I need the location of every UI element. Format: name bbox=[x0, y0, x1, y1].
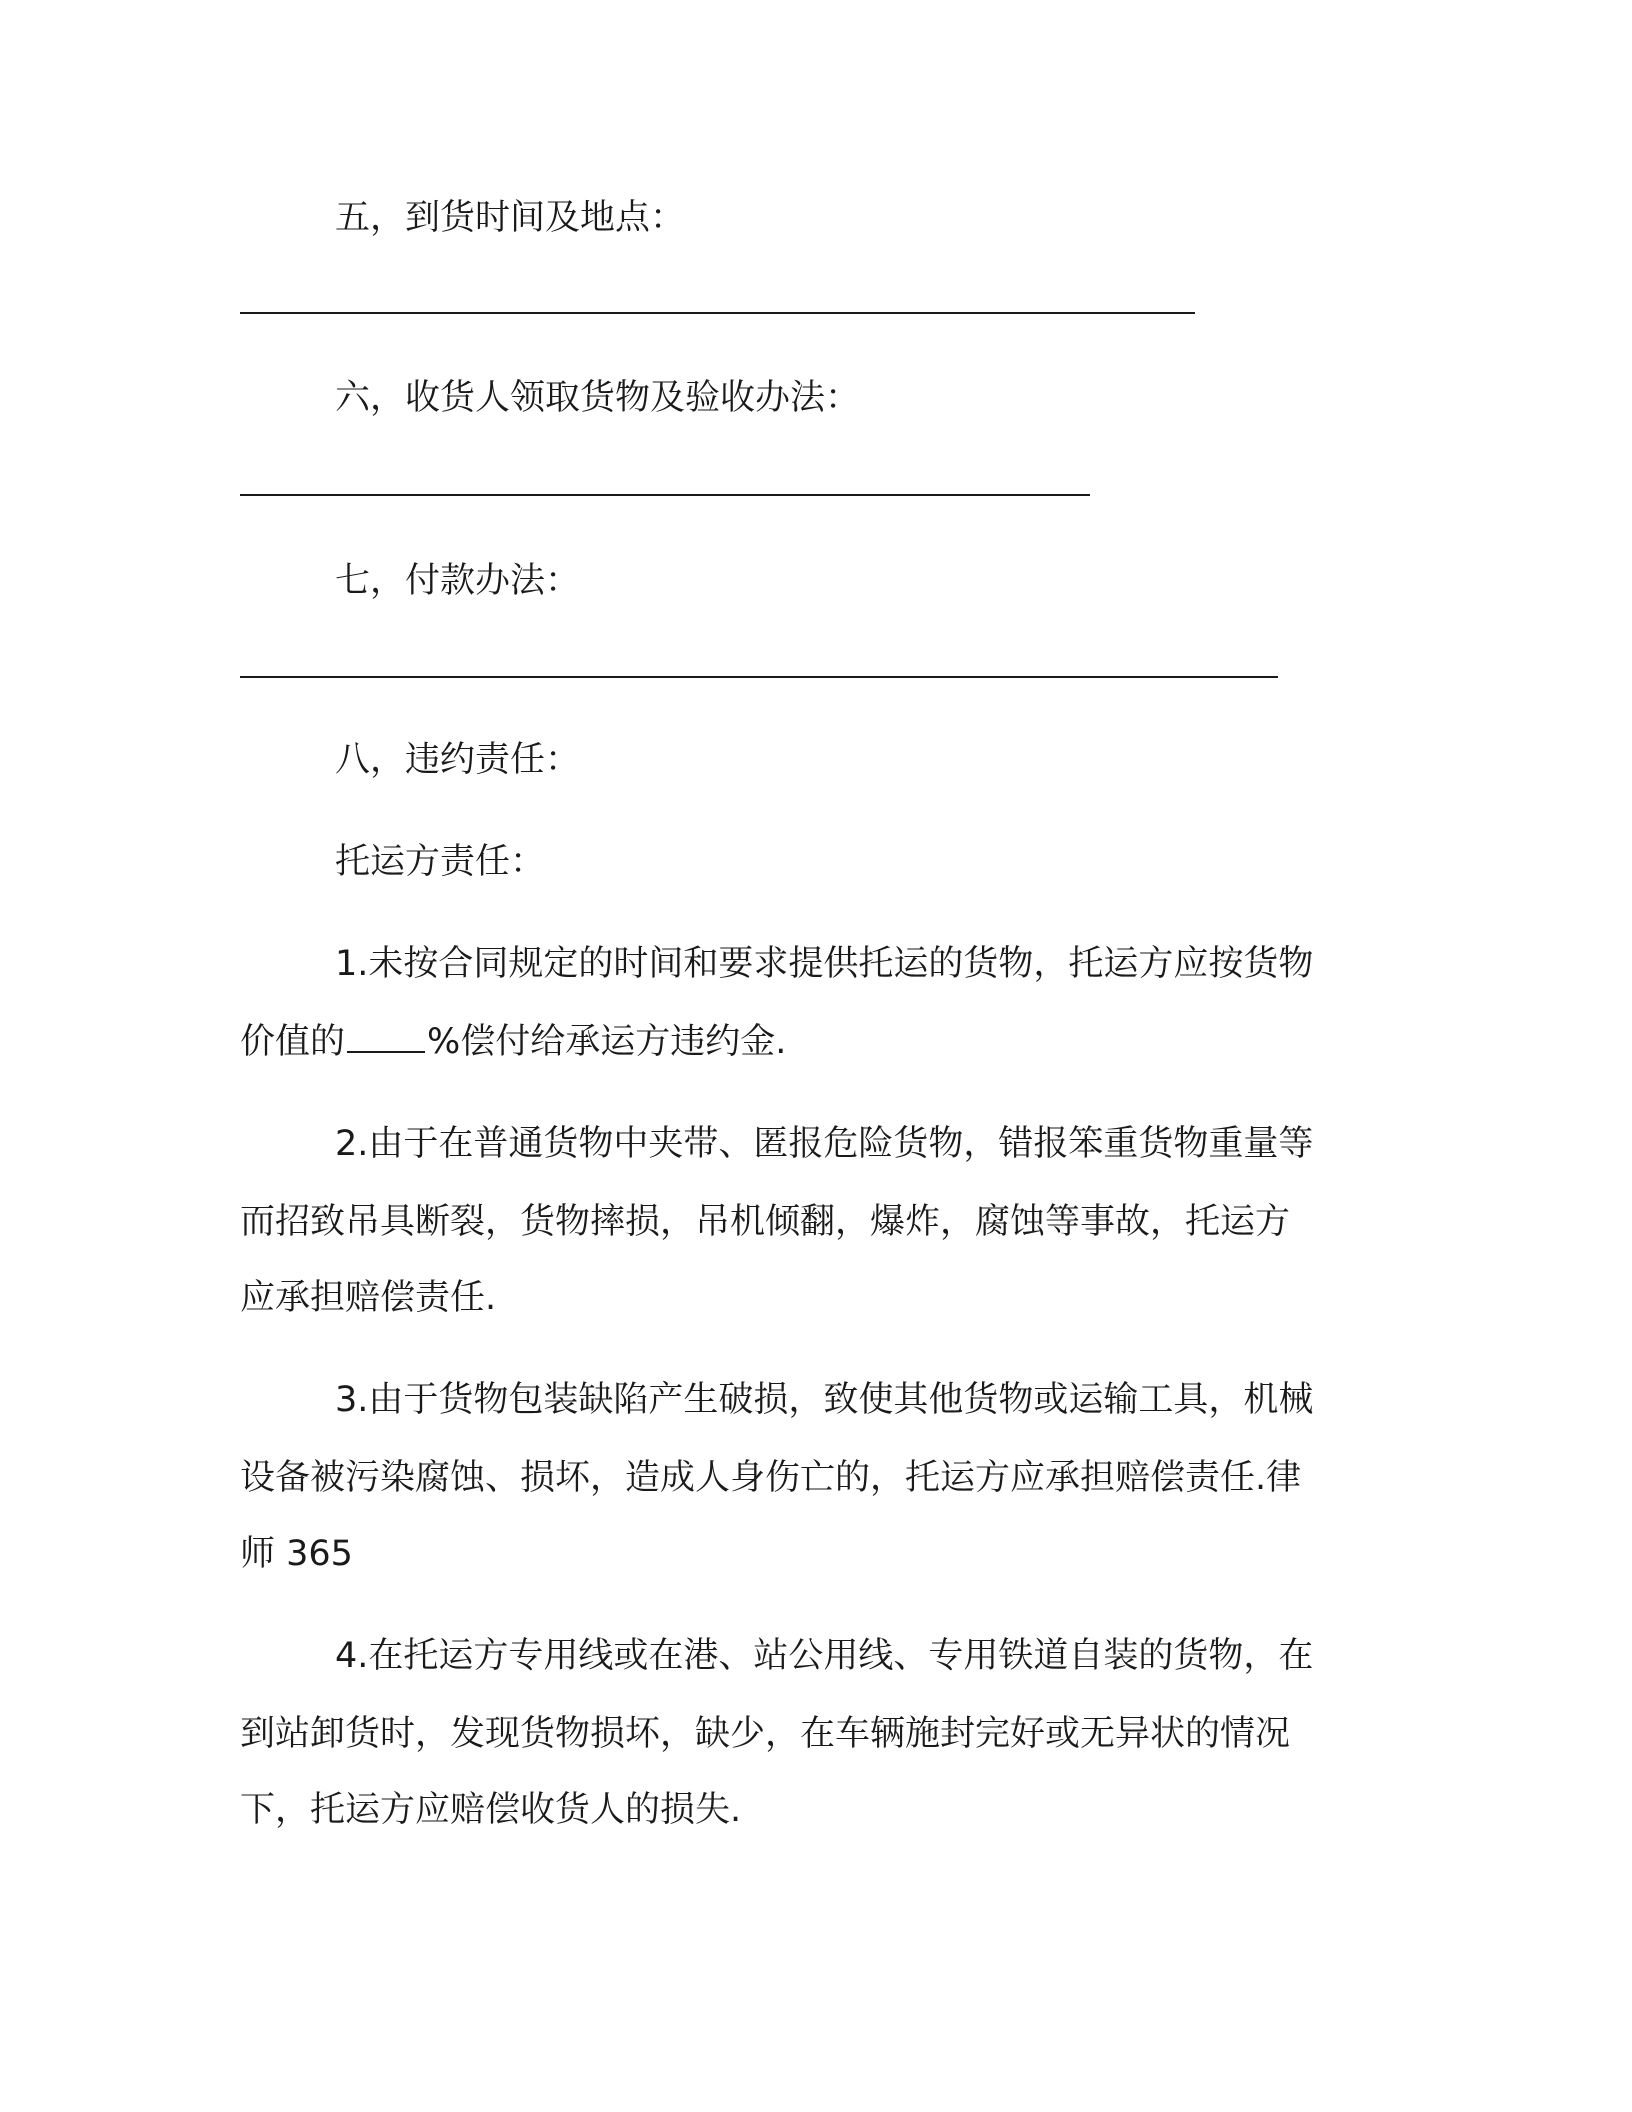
clause-3-line-1: 3.由于货物包装缺陷产生破损，致使其他货物或运输工具，机械 bbox=[335, 1380, 1314, 1420]
section-6-fill-line bbox=[240, 494, 1090, 496]
clause-1-prefix: 价值的 bbox=[240, 1022, 346, 1062]
section-5-heading: 五，到货时间及地点： bbox=[335, 198, 686, 238]
section-8-heading: 八，违约责任： bbox=[335, 740, 581, 780]
clause-2-line-2: 而招致吊具断裂，货物摔损，吊机倾翻，爆炸，腐蚀等事故，托运方 bbox=[240, 1202, 1291, 1242]
clause-2-line-1: 2.由于在普通货物中夹带、匿报危险货物，错报笨重货物重量等 bbox=[335, 1124, 1314, 1164]
section-6-heading: 六，收货人领取货物及验收办法： bbox=[335, 378, 861, 418]
clause-3-line-2: 设备被污染腐蚀、损坏，造成人身伤亡的，托运方应承担赔偿责任.律 bbox=[240, 1458, 1302, 1498]
clause-4-line-3: 下，托运方应赔偿收货人的损失. bbox=[240, 1790, 742, 1830]
clause-1-line-1: 1.未按合同规定的时间和要求提供托运的货物，托运方应按货物 bbox=[335, 944, 1314, 984]
percentage-blank bbox=[347, 1023, 425, 1053]
clause-4-line-1: 4.在托运方专用线或在港、站公用线、专用铁道自装的货物，在 bbox=[335, 1636, 1314, 1676]
section-5-fill-line bbox=[240, 312, 1195, 314]
clause-3-line-3: 师 365 bbox=[240, 1534, 353, 1574]
clause-4-line-2: 到站卸货时，发现货物损坏，缺少，在车辆施封完好或无异状的情况 bbox=[240, 1714, 1291, 1754]
shipper-responsibility-heading: 托运方责任： bbox=[335, 842, 546, 882]
section-7-heading: 七，付款办法： bbox=[335, 561, 581, 601]
clause-1-line-2 bbox=[240, 1016, 786, 1068]
clause-2-line-3: 应承担赔偿责任. bbox=[240, 1278, 497, 1318]
section-7-fill-line bbox=[240, 676, 1278, 678]
clause-1-suffix: %偿付给承运方违约金. bbox=[427, 1022, 787, 1062]
